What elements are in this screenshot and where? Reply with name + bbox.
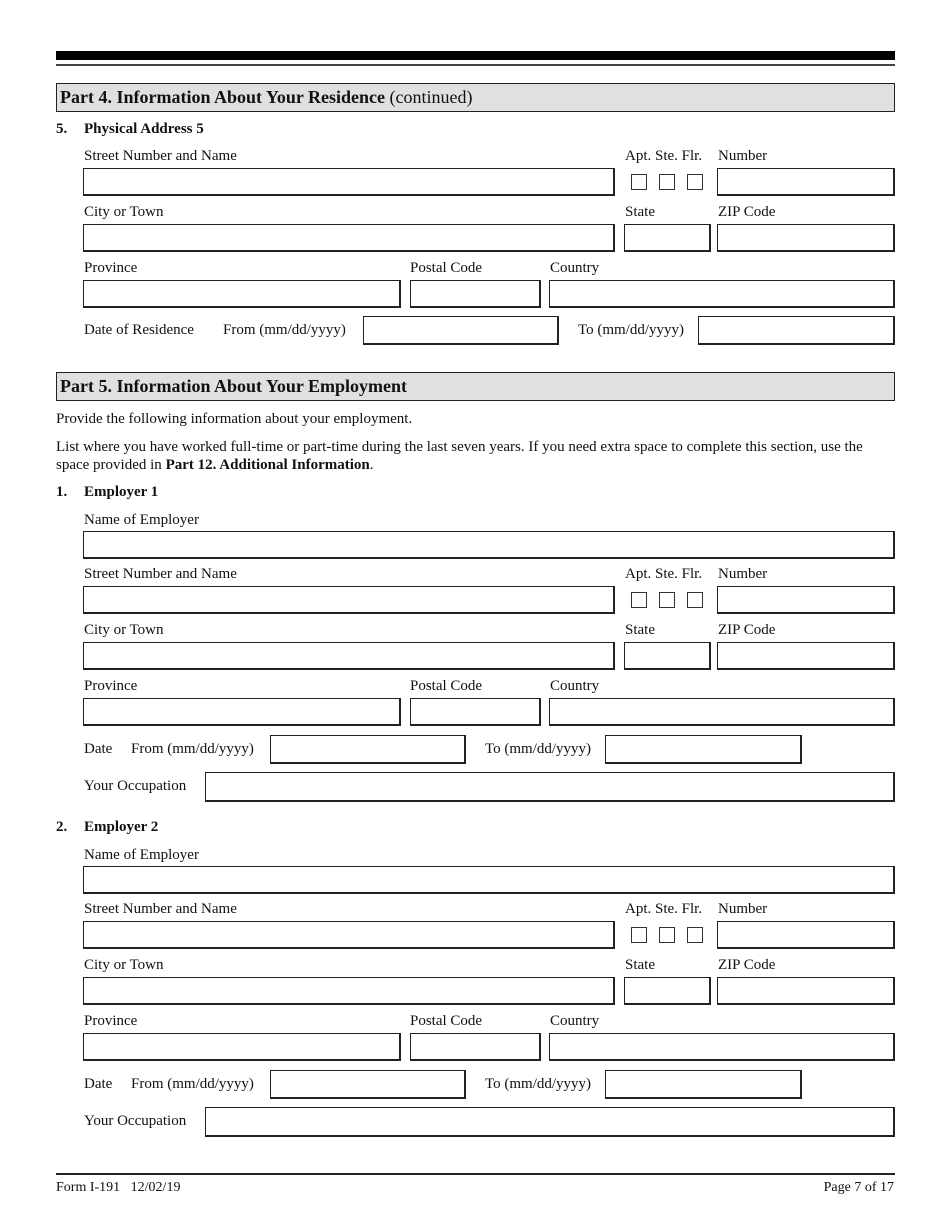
occupation-label: Your Occupation [84,778,187,794]
street-input[interactable] [83,586,615,614]
city-input[interactable] [83,977,615,1005]
ste-checkbox[interactable] [659,927,675,943]
country-input[interactable] [549,1033,895,1061]
page-number: Page 7 of 17 [823,1180,894,1195]
city-label: City or Town [84,622,164,638]
date-of-residence-label: Date of Residence [84,322,194,338]
from-date-input[interactable] [363,316,559,345]
street-label: Street Number and Name [84,148,237,164]
employer-name-label: Name of Employer [84,512,199,528]
country-input[interactable] [549,698,895,726]
employer-name-input[interactable] [83,866,895,894]
state-select[interactable] [624,642,711,670]
zip-label: ZIP Code [718,622,776,638]
apt-ste-flr-label: Apt. Ste. Flr. [625,566,703,582]
instructions-end: . [369,457,374,473]
city-label: City or Town [84,204,164,220]
occupation-label: Your Occupation [84,1113,187,1129]
apt-number-input[interactable] [717,921,895,949]
item-title: Physical Address 5 [84,121,204,137]
postal-label: Postal Code [410,678,483,694]
street-label: Street Number and Name [84,566,237,582]
country-label: Country [550,260,600,276]
number-label: Number [718,566,768,582]
employer-title: Employer 1 [84,484,159,500]
street-input[interactable] [83,168,615,196]
postal-label: Postal Code [410,260,483,276]
zip-input[interactable] [717,224,895,252]
part4-header [56,83,895,112]
number-label: Number [718,901,768,917]
flr-checkbox[interactable] [687,174,703,190]
flr-checkbox[interactable] [687,592,703,608]
footer-rule [56,1173,895,1175]
country-label: Country [550,678,600,694]
apt-ste-flr-label: Apt. Ste. Flr. [625,901,703,917]
province-label: Province [84,260,138,276]
postal-input[interactable] [410,698,541,726]
occupation-input[interactable] [205,1107,895,1137]
part4-title-continued: (continued) [385,87,473,107]
to-label: To (mm/dd/yyyy) [485,741,592,757]
from-date-input[interactable] [270,735,466,764]
ste-checkbox[interactable] [659,174,675,190]
from-date-input[interactable] [270,1070,466,1099]
employer-title: Employer 2 [84,819,159,835]
street-label: Street Number and Name [84,901,237,917]
ste-checkbox[interactable] [659,592,675,608]
part4-title: Part 4. Information About Your Residence [60,87,385,107]
country-input[interactable] [549,280,895,308]
to-date-input[interactable] [698,316,895,345]
province-input[interactable] [83,698,401,726]
employer-name-label: Name of Employer [84,847,199,863]
zip-label: ZIP Code [718,204,776,220]
employer-number: 2. [56,819,68,835]
province-label: Province [84,678,138,694]
date-label: Date [84,1076,113,1092]
from-label: From (mm/dd/yyyy) [131,1076,254,1092]
state-label: State [625,622,655,638]
part5-title: Part 5. Information About Your Employment [60,376,408,396]
to-date-input[interactable] [605,735,802,764]
postal-label: Postal Code [410,1013,483,1029]
street-input[interactable] [83,921,615,949]
country-label: Country [550,1013,600,1029]
city-input[interactable] [83,224,615,252]
apt-ste-flr-label: Apt. Ste. Flr. [625,148,703,164]
state-select[interactable] [624,224,711,252]
zip-label: ZIP Code [718,957,776,973]
to-label: To (mm/dd/yyyy) [578,322,685,338]
zip-input[interactable] [717,642,895,670]
state-label: State [625,957,655,973]
province-input[interactable] [83,280,401,308]
from-label: From (mm/dd/yyyy) [223,322,346,338]
zip-input[interactable] [717,977,895,1005]
form-id: Form I-191 12/02/19 [56,1180,181,1195]
apt-checkbox[interactable] [631,592,647,608]
instructions-ref: Part 12. Additional Information [165,457,370,473]
number-label: Number [718,148,768,164]
flr-checkbox[interactable] [687,927,703,943]
part5-intro: Provide the following information about your employment. [56,411,413,427]
to-date-input[interactable] [605,1070,802,1099]
item-number: 5. [56,121,68,137]
province-label: Province [84,1013,138,1029]
occupation-input[interactable] [205,772,895,802]
header-thick-rule [56,51,895,60]
employer-number: 1. [56,484,68,500]
postal-input[interactable] [410,1033,541,1061]
apt-checkbox[interactable] [631,927,647,943]
apt-checkbox[interactable] [631,174,647,190]
header-thin-rule [56,64,895,66]
city-label: City or Town [84,957,164,973]
instructions-text: List where you have worked full-time or part-time during the last seven years. If you need extra space to complete this section, use the space provided in [56,439,863,473]
to-label: To (mm/dd/yyyy) [485,1076,592,1092]
employer-name-input[interactable] [83,531,895,559]
apt-number-input[interactable] [717,168,895,196]
city-input[interactable] [83,642,615,670]
state-select[interactable] [624,977,711,1005]
part5-header [56,372,895,401]
state-label: State [625,204,655,220]
date-label: Date [84,741,113,757]
apt-number-input[interactable] [717,586,895,614]
postal-input[interactable] [410,280,541,308]
province-input[interactable] [83,1033,401,1061]
from-label: From (mm/dd/yyyy) [131,741,254,757]
part5-instructions [56,438,896,474]
